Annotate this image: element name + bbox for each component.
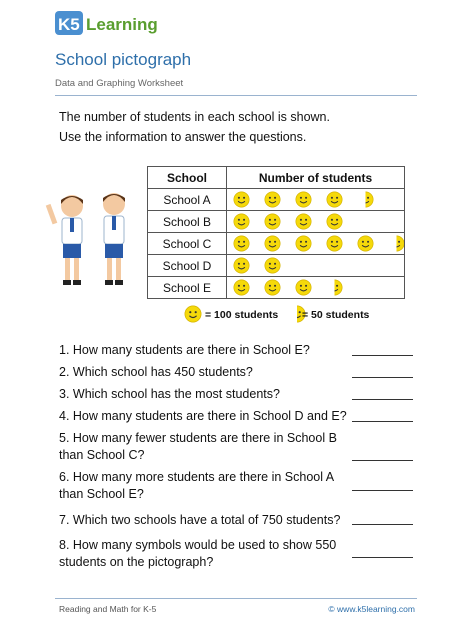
smiley-face-icon xyxy=(264,213,281,230)
svg-text:Learning: Learning xyxy=(86,15,158,34)
legend-half-text: = 50 students xyxy=(302,309,370,321)
answer-blank-6[interactable] xyxy=(352,490,413,491)
symbol-cell xyxy=(227,233,405,255)
legend-full-text: = 100 students xyxy=(205,309,279,321)
header-divider xyxy=(55,95,417,96)
smiley-face-icon xyxy=(295,191,312,208)
table-row xyxy=(148,189,405,211)
smiley-face-icon xyxy=(295,235,312,252)
symbol-cell xyxy=(227,189,405,211)
intro-line-2: Use the information to answer the questions. xyxy=(59,130,307,144)
question-7: 7. Which two schools have a total of 750 students? xyxy=(59,513,341,527)
smiley-face-icon xyxy=(264,235,281,252)
table-row xyxy=(148,233,405,255)
half-smiley-face-icon xyxy=(357,191,374,208)
page-title: School pictograph xyxy=(55,50,192,69)
school-name: School C xyxy=(148,233,227,255)
students-illustration xyxy=(44,188,140,292)
question-1: 1. How many students are there in School E? xyxy=(59,343,310,357)
smiley-face-icon xyxy=(326,213,343,230)
school-name: School D xyxy=(148,255,227,277)
footer-left: Reading and Math for K-5 xyxy=(59,604,157,614)
answer-blank-7[interactable] xyxy=(352,524,413,525)
school-name: School A xyxy=(148,189,227,211)
smiley-face-icon xyxy=(233,191,250,208)
half-smiley-face-icon xyxy=(326,279,343,296)
col-header-school: School xyxy=(148,167,227,189)
answer-blank-3[interactable] xyxy=(352,399,413,400)
intro-line-1: The number of students in each school is shown. xyxy=(59,110,330,124)
half-smiley-face-icon xyxy=(388,235,405,252)
smiley-face-icon xyxy=(264,279,281,296)
symbol-cell xyxy=(227,255,405,277)
smiley-face-icon xyxy=(233,257,250,274)
smiley-face-icon xyxy=(295,213,312,230)
footer-link[interactable]: © www.k5learning.com xyxy=(328,604,415,614)
smiley-face-icon xyxy=(295,279,312,296)
question-2: 2. Which school has 450 students? xyxy=(59,365,253,379)
answer-blank-4[interactable] xyxy=(352,421,413,422)
smiley-face-icon xyxy=(233,213,250,230)
pictograph-legend xyxy=(184,305,384,325)
smiley-face-icon xyxy=(326,191,343,208)
smiley-face-icon xyxy=(264,257,281,274)
page-subtitle: Data and Graphing Worksheet xyxy=(55,78,184,89)
smiley-face-icon xyxy=(233,235,250,252)
question-4: 4. How many students are there in School D and E? xyxy=(59,409,347,423)
answer-blank-5[interactable] xyxy=(352,460,413,461)
table-row xyxy=(148,255,405,277)
smiley-face-icon xyxy=(264,191,281,208)
question-5: 5. How many fewer students are there in School B than School C? xyxy=(59,431,337,462)
smiley-face-icon xyxy=(184,305,202,323)
school-name: School E xyxy=(148,277,227,299)
smiley-face-icon xyxy=(233,279,250,296)
footer-divider xyxy=(55,598,417,599)
table-row xyxy=(148,211,405,233)
answer-blank-8[interactable] xyxy=(352,557,413,558)
pictograph-table xyxy=(147,166,405,299)
svg-text:K5: K5 xyxy=(58,15,80,34)
question-6: 6. How many more students are there in School A than School E? xyxy=(59,470,334,501)
symbol-cell xyxy=(227,277,405,299)
symbol-cell xyxy=(227,211,405,233)
question-8: 8. How many symbols would be used to show 550 students on the pictograph? xyxy=(59,538,337,569)
school-name: School B xyxy=(148,211,227,233)
question-3: 3. Which school has the most students? xyxy=(59,387,280,401)
col-header-students: Number of students xyxy=(227,167,405,189)
smiley-face-icon xyxy=(326,235,343,252)
table-row xyxy=(148,277,405,299)
smiley-face-icon xyxy=(357,235,374,252)
answer-blank-2[interactable] xyxy=(352,377,413,378)
k5-learning-logo xyxy=(55,8,165,38)
answer-blank-1[interactable] xyxy=(352,355,413,356)
